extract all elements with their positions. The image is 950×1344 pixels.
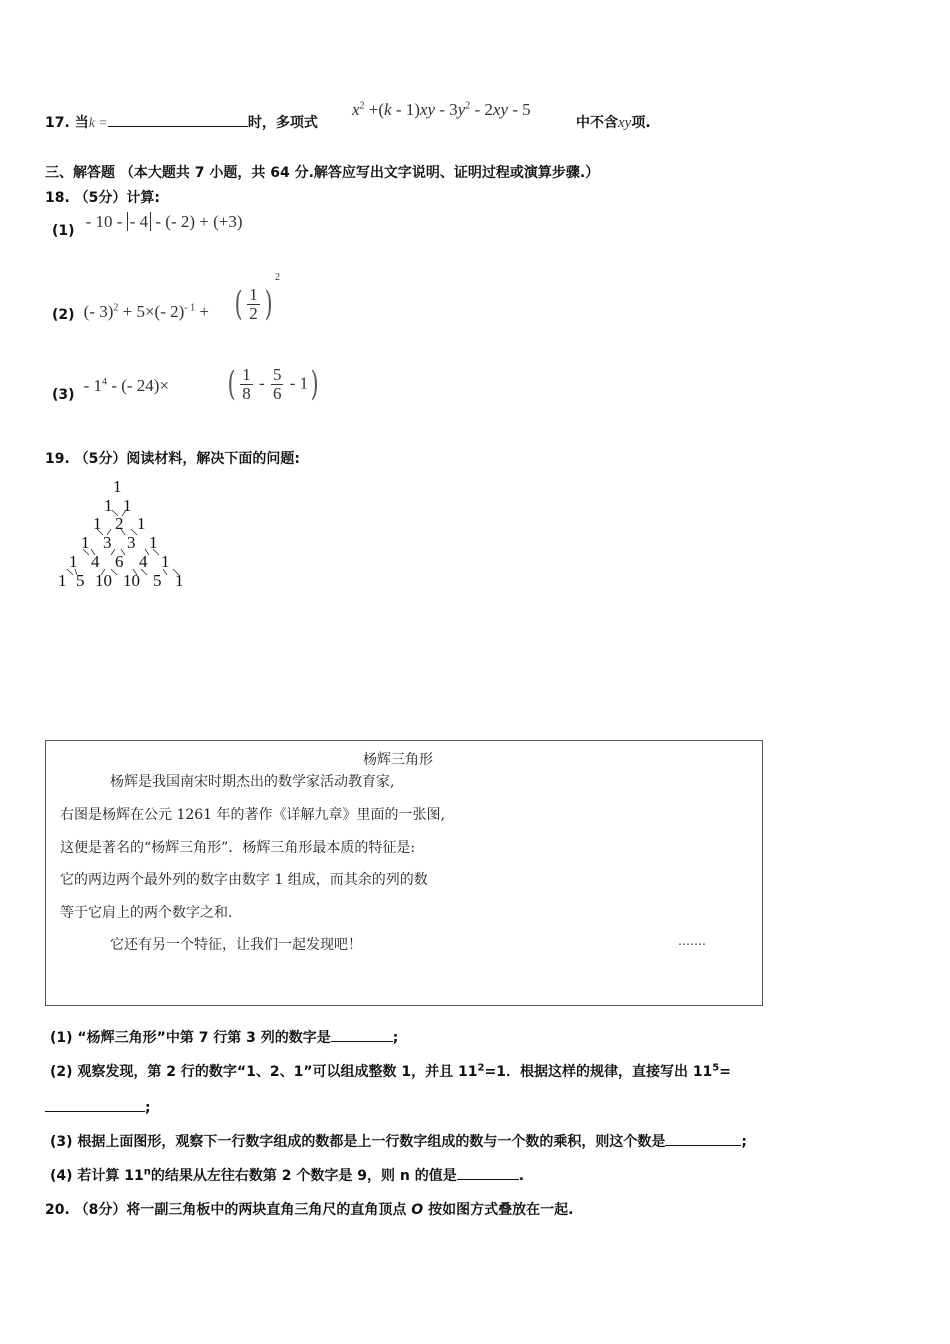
box-line-6: 它还有另一个特征，让我们一起发现吧！ <box>110 937 362 953</box>
fraction <box>240 366 253 403</box>
q17-suffix-a: 中不含 <box>576 115 618 131</box>
exponent: n <box>143 1166 151 1178</box>
q17-polynomial: $x^2 +(k - 1)xy - 3y^2 - 2xy - 5$ <box>352 100 531 119</box>
q17-middle: 时，多项式 <box>247 115 318 131</box>
answer-blank[interactable] <box>457 1179 519 1180</box>
triangle-cell: 2 <box>115 514 124 533</box>
exponent: 5 <box>712 1062 720 1074</box>
triangle-cell: 3 <box>103 533 112 552</box>
q18-expr-2 <box>84 302 209 321</box>
box-line-4: 它的两边两个最外列的数字由数字 1 组成，而其余的列的数 <box>60 872 428 888</box>
box-line-3: 这便是著名的“杨辉三角形”．杨辉三角形最本质的特征是: <box>60 840 416 856</box>
triangle-cell: 1 <box>69 552 78 571</box>
punctuation: ; <box>145 1100 151 1116</box>
triangle-cell: 1 <box>104 496 113 515</box>
question-18-header: 18. （5分）计算: <box>45 190 161 206</box>
part-label: (1) <box>52 223 75 239</box>
punctuation: . <box>518 1168 525 1184</box>
fraction <box>271 366 284 403</box>
expr-seg: - 10 - <box>85 212 127 231</box>
triangle-cell: 5 <box>76 571 85 590</box>
expr-seg: - (- 24)× <box>107 376 170 395</box>
sub-question-text: =1．根据这样的规律，直接写出 11 <box>484 1064 713 1080</box>
numerator: 1 <box>249 284 258 304</box>
expr-seg: - 1 <box>285 373 309 393</box>
expr-seg: + 5×(- 2) <box>118 302 185 321</box>
expr-seg: (- 3) <box>83 302 114 321</box>
q18-part-1 <box>52 212 243 240</box>
yanghui-triangle-figure <box>55 475 195 595</box>
triangle-cell: 1 <box>137 514 146 533</box>
exponent: 4 <box>102 376 108 388</box>
q19-sub-3 <box>50 1131 747 1151</box>
expr-seg: - (- 2) + (+3) <box>151 212 243 231</box>
q20-text: 按如图方式叠放在一起. <box>423 1202 574 1218</box>
triangle-cell: 1 <box>93 514 102 533</box>
q20-text: 20. （8分）将一副三角板中的两块直角三角尺的直角顶点 <box>45 1202 412 1218</box>
triangle-cell: 1 <box>149 533 158 552</box>
question-20-header <box>45 1199 573 1219</box>
question-17 <box>45 112 318 132</box>
sub-question-text: (3) 根据上面图形，观察下一行数字组成的数都是上一行数字组成的数与一个数的乘积，则这个数是 <box>50 1134 666 1150</box>
question-19-header: 19. （5分）阅读材料，解决下面的问题: <box>45 451 301 467</box>
sub-question-text: = <box>719 1064 731 1080</box>
sub-question-text: (1) “杨辉三角形”中第 7 行第 3 列的数字是 <box>50 1030 331 1046</box>
xy-term: xy <box>618 115 632 131</box>
punctuation: ; <box>741 1134 748 1150</box>
sub-question-text: 的结果从左往右数第 2 个数字是 9，则 n 的值是 <box>150 1168 457 1184</box>
exponent: 2 <box>477 1062 485 1074</box>
q19-sub-2-answer-line <box>45 1100 151 1116</box>
triangle-cell: 6 <box>115 552 124 571</box>
triangle-cell: 5 <box>153 571 162 590</box>
q17-suffix <box>576 112 651 132</box>
triangle-cell: 4 <box>91 552 100 571</box>
numerator: 1 <box>242 364 251 384</box>
answer-blank[interactable] <box>665 1145 741 1146</box>
section-3-title: 三、解答题 （本大题共 7 小题，共 64 分.解答应写出文字说明、证明过程或演算步骤.） <box>45 165 600 181</box>
denominator: 6 <box>272 383 282 403</box>
q18-expr-1 <box>86 212 243 231</box>
triangle-cell: 1 <box>123 496 132 515</box>
k-equals: k = <box>88 116 108 131</box>
triangle-cell: 1 <box>58 571 67 590</box>
expr-seg: - <box>254 373 269 393</box>
expr-seg: + <box>195 302 209 321</box>
q19-sub-1 <box>50 1027 398 1047</box>
denominator: 2 <box>249 303 258 323</box>
triangle-cell: 1 <box>81 533 90 552</box>
triangle-cell: 10 <box>123 571 140 590</box>
box-title: 杨辉三角形 <box>363 752 433 768</box>
exponent: 2 <box>275 272 281 284</box>
triangle-cell: 1 <box>161 552 170 571</box>
q18-part-2 <box>52 272 281 324</box>
fraction <box>247 286 260 323</box>
sub-question-text: (2) 观察发现，第 2 行的数字“1、2、1”可以组成整数 1，并且 11 <box>50 1064 478 1080</box>
answer-blank[interactable] <box>331 1041 393 1042</box>
fraction-group: ( $\frac{1}{2}$ )$^2$ <box>234 272 281 324</box>
answer-blank[interactable] <box>108 126 248 127</box>
point-o: O <box>411 1202 424 1218</box>
reading-material-box <box>45 740 763 1006</box>
triangle-cell: 10 <box>95 571 112 590</box>
punctuation: ; <box>392 1030 399 1046</box>
part-label: (3) <box>52 387 75 403</box>
absolute-value: - 4 <box>127 212 151 231</box>
exponent: 2 <box>113 302 119 314</box>
sub-question-text: (4) 若计算 11 <box>50 1168 144 1184</box>
q19-sub-2 <box>50 1061 731 1081</box>
q18-part-3 <box>52 362 319 404</box>
box-line-5: 等于它肩上的两个数字之和. <box>60 905 233 921</box>
question-number: 17. <box>45 115 70 131</box>
q17-suffix-b: 项. <box>631 115 651 131</box>
triangle-cell: 3 <box>127 533 136 552</box>
triangle-cell: 4 <box>139 552 148 571</box>
denominator: 8 <box>242 383 251 403</box>
answer-blank[interactable] <box>45 1111 145 1112</box>
fraction-group: ( $\frac{1}{8}$ - $\frac{5}{6}$ - 1) <box>227 364 319 404</box>
numerator: 5 <box>272 364 282 384</box>
q17-prefix: 当 <box>74 115 89 131</box>
expr-seg: - 1 <box>83 376 103 395</box>
box-line-1: 杨辉是我国南宋时期杰出的数学家活动教育家, <box>110 774 395 790</box>
part-label: (2) <box>52 307 75 323</box>
exponent: - 1 <box>184 302 196 314</box>
box-line-2: 右图是杨辉在公元 1261 年的著作《详解九章》里面的一张图, <box>60 807 445 823</box>
q18-expr-3 <box>84 376 169 395</box>
box-ellipsis: ……. <box>678 934 706 948</box>
triangle-cell: 1 <box>113 477 122 496</box>
q19-sub-4 <box>50 1165 524 1185</box>
triangle-cell: 1 <box>175 571 184 590</box>
